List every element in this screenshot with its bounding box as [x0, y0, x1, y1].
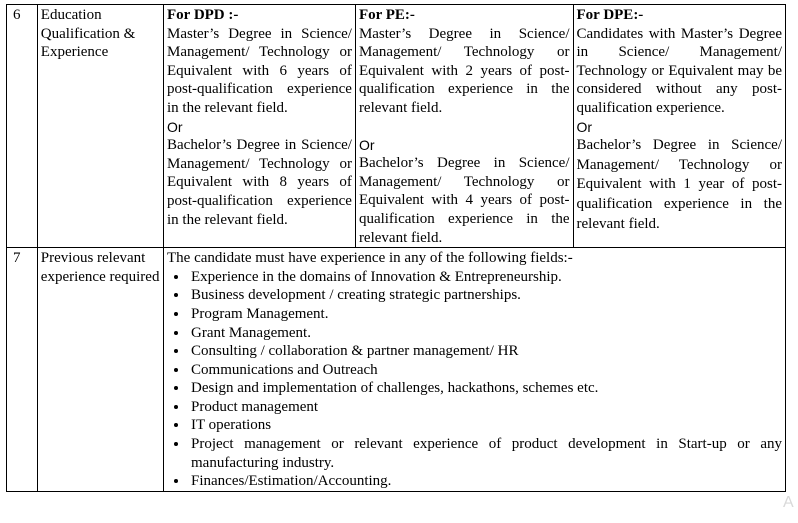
cell-dpd: [164, 5, 356, 248]
dpd-option-1: Master’s Degree in Science/ Management/ Technology or Equivalent with 6 years of post-qualification experience in the relevant field.: [167, 25, 352, 116]
list-item: • Product management: [189, 398, 782, 417]
dpe-option-1: Candidates with Master’s Degree in Science/ Management/ Technology or Equivalent may be considered without any post-qualification experience.: [576, 25, 782, 116]
experience-intro: The candidate must have experience in any of the following fields:-: [167, 250, 573, 267]
table-row-education: [7, 5, 786, 248]
list-item: • Experience in the domains of Innovation & Entrepreneurship.: [189, 268, 782, 287]
eligibility-table: [6, 4, 786, 492]
experience-list: [167, 268, 782, 491]
list-item: • Design and implementation of challenges, hackathons, schemes etc.: [189, 379, 782, 398]
eligibility-table-container: [6, 4, 786, 492]
row-number: 6: [7, 5, 38, 248]
list-item: • Communications and Outreach: [189, 361, 782, 380]
dpe-heading: For DPE:-: [576, 7, 644, 23]
row-label-education: Education Qualification & Experience: [37, 5, 163, 248]
cell-pe: [355, 5, 573, 248]
pe-option-1: Master’s Degree in Science/ Management/ Technology or Equivalent with 2 years of post-qualification experience in the relevant field.: [358, 25, 570, 116]
pe-or: Or: [358, 136, 375, 153]
dpe-or: Or: [576, 118, 593, 135]
row-number: 7: [7, 248, 38, 492]
pe-heading: For PE:-: [358, 7, 415, 23]
watermark-letter: A: [783, 494, 794, 511]
list-item: • Project management or relevant experience of product development in Start-up or any manufacturing industry.: [189, 435, 782, 472]
list-item: • Program Management.: [189, 305, 782, 324]
dpd-option-2: Bachelor’s Degree in Science/ Management/ Technology or Equivalent with 8 years of post-qualification experience in the relevant field.: [167, 137, 352, 228]
pe-option-2: Bachelor’s Degree in Science/ Management/ Technology or Equivalent with 4 years of post-qualification experience in the relevant field.: [358, 155, 570, 246]
cell-experience-fields: [164, 248, 786, 492]
row-label-experience: Previous relevant experience required: [37, 248, 163, 492]
list-item: • Consulting / collaboration & partner management/ HR: [189, 342, 782, 361]
dpe-option-2: Bachelor’s Degree in Science/ Management/ Technology or Equivalent with 1 year of post-qualification experience in the relevant field.: [576, 137, 782, 232]
list-item: • Grant Management.: [189, 324, 782, 343]
table-row-experience: [7, 248, 786, 492]
dpd-or: Or: [167, 118, 183, 135]
list-item: • Finances/Estimation/Accounting.: [189, 472, 782, 491]
cell-dpe: [573, 5, 785, 248]
dpd-heading: For DPD :-: [167, 7, 239, 23]
list-item: • IT operations: [189, 416, 782, 435]
list-item: • Business development / creating strategic partnerships.: [189, 286, 782, 305]
